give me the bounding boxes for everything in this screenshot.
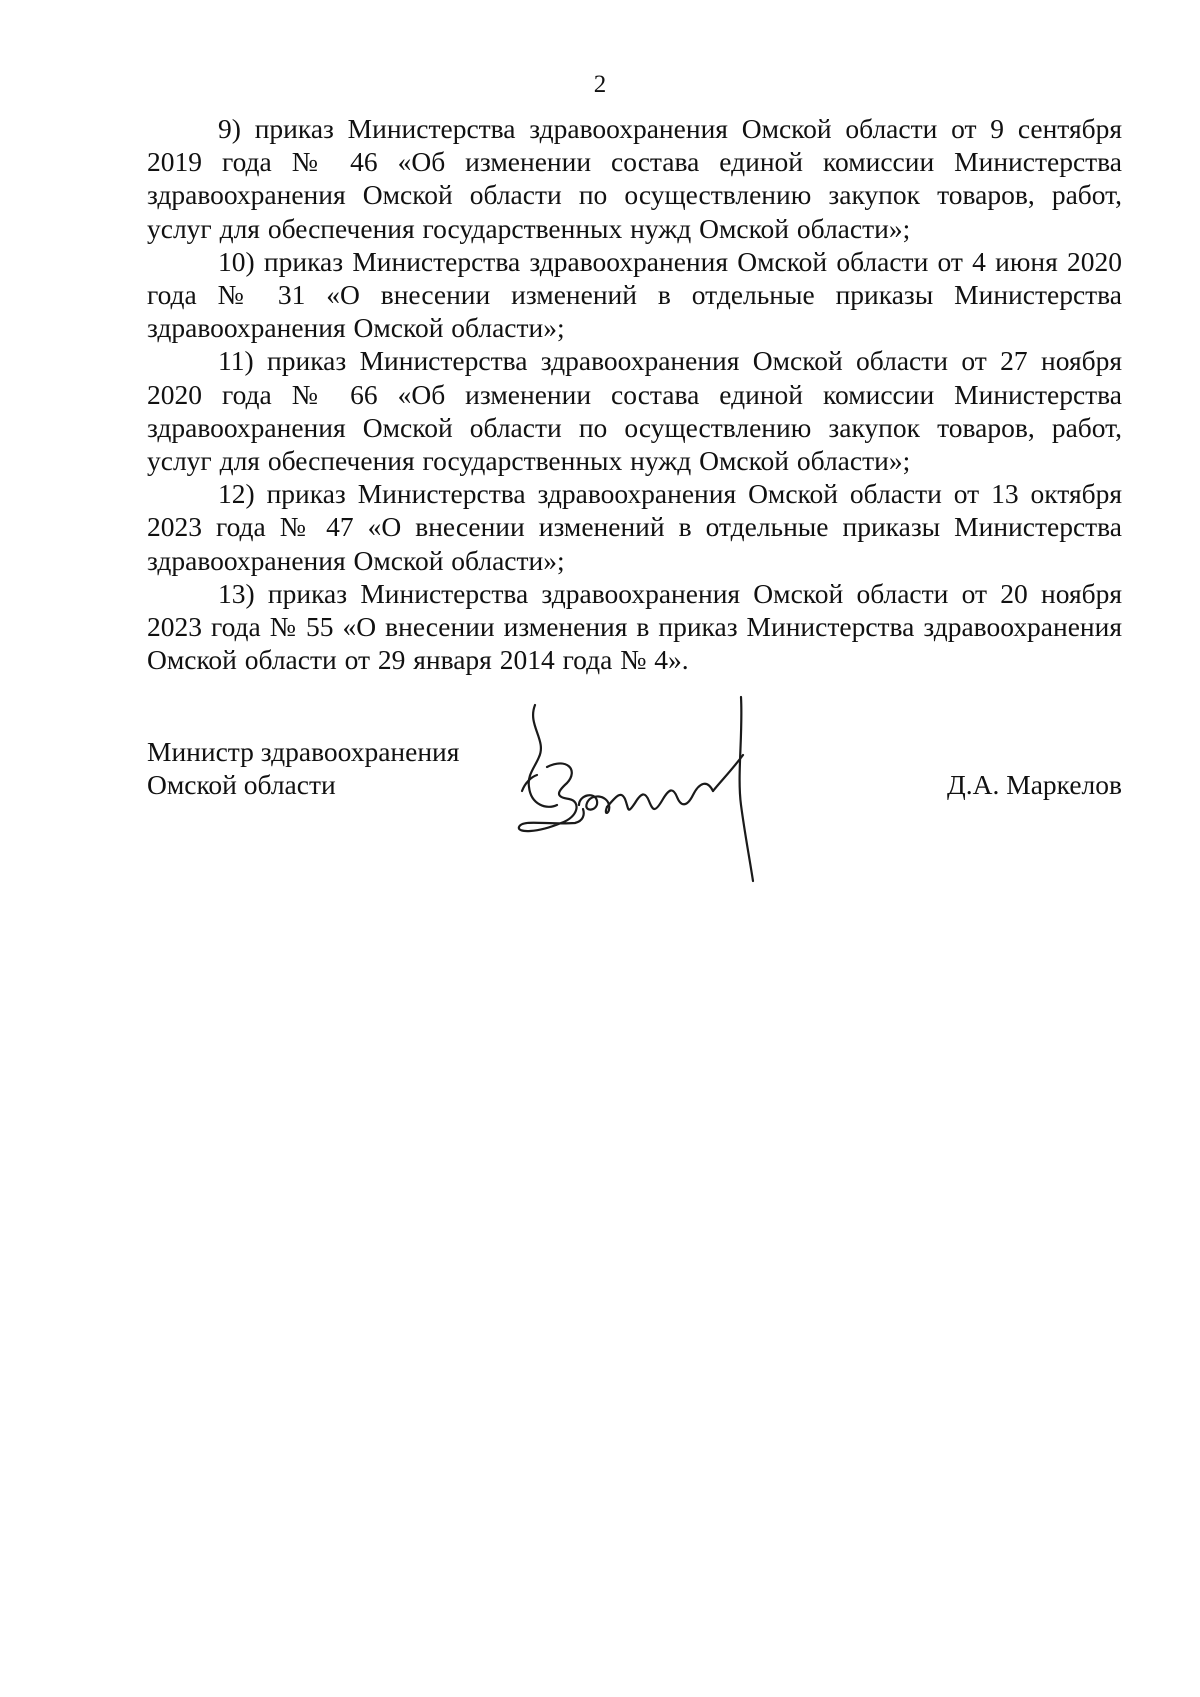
- document-body: [147, 112, 1122, 676]
- list-item: 10) приказ Министерства здравоохранения Омской области от 4 июня 2020 года № 31 «О внесении изменений в отдельные приказы Министерства здравоохранения Омской области»;: [147, 245, 1122, 344]
- list-item: 9) приказ Министерства здравоохранения Омской области от 9 сентября 2019 года № 46 «Об изменении состава единой комиссии Министерства здравоохранения Омской области по осуществлению закупок товаров, работ, услуг для обеспечения государственных нужд Омской области»;: [147, 113, 1122, 244]
- handwritten-signature: [517, 695, 827, 885]
- signer-position-line: Министр здравоохранения: [147, 736, 460, 767]
- list-item: 12) приказ Министерства здравоохранения Омской области от 13 октября 2023 года № 47 «О внесении изменений в отдельные приказы Министерства здравоохранения Омской области»;: [147, 478, 1122, 576]
- list-item: 11) приказ Министерства здравоохранения Омской области от 27 ноября 2020 года № 66 «Об изменении состава единой комиссии Министерства здравоохранения Омской области по осуществлению закупок товаров, работ, услуг для обеспечения государственных нужд Омской области»;: [147, 345, 1122, 477]
- list-item: 13) приказ Министерства здравоохранения Омской области от 20 ноября 2023 года № 55 «О внесении изменения в приказ Министерства здравоохранения Омской области от 29 января 2014 года № 4».: [147, 577, 1122, 676]
- signature-block: [147, 735, 1122, 895]
- page-number: 2: [593, 71, 607, 98]
- signer-position: [147, 735, 459, 801]
- signer-name: Д.А. Маркелов: [947, 769, 1122, 800]
- signer-position-line: Омской области: [147, 769, 336, 801]
